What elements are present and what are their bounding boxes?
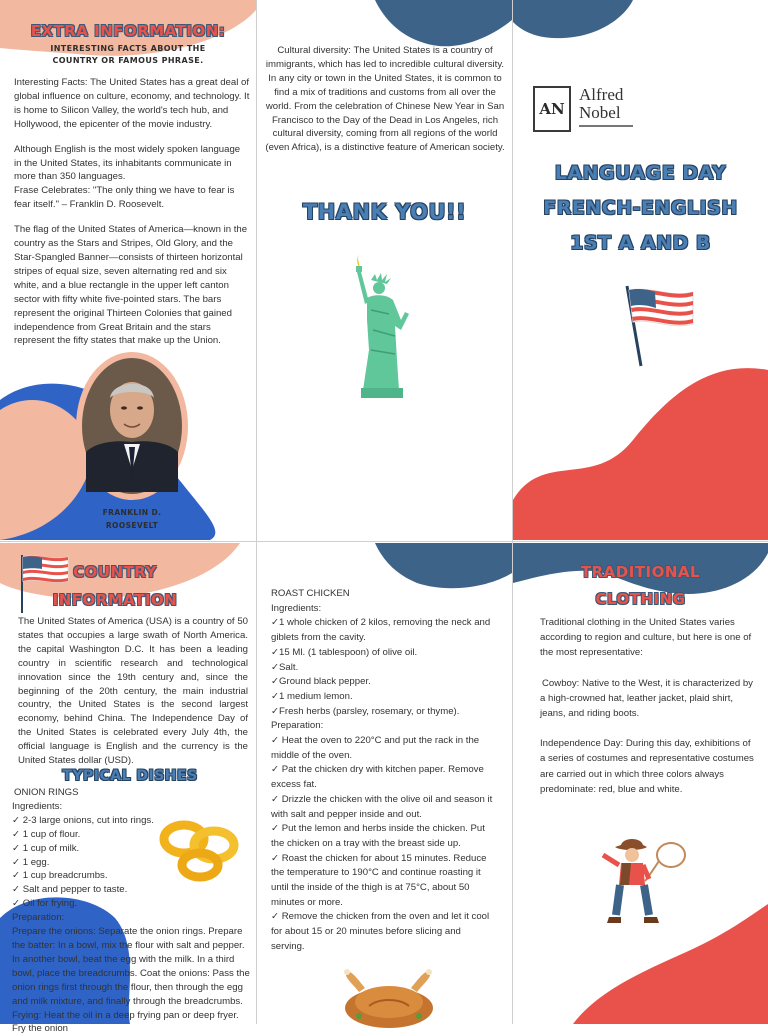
extra-info-subtitle-2: COUNTRY OR FAMOUS PHRASE. xyxy=(52,56,204,65)
logo-underline xyxy=(579,125,633,127)
interesting-facts-paragraph: Interesting Facts: The United States has a great deal of global influence on culture, economy, and technology. It is home to Silicon Valley, the world's tech hub, and Hollywood, the epicenter of the movie industry. xyxy=(14,77,250,130)
onion-rings-title: ONION RINGS xyxy=(14,787,79,798)
list-item: ✓ 1 cup of milk. xyxy=(12,842,80,854)
us-flag-icon xyxy=(621,284,697,368)
panel-bottom-right xyxy=(513,543,768,1024)
statue-of-liberty-icon xyxy=(349,250,415,400)
list-item: ✓ 1 cup breadcrumbs. xyxy=(12,870,108,882)
list-item: ✓ Put the lemon and herbs inside the chicken. Put the chicken on a tray with the breast side up. xyxy=(271,823,485,849)
language-day-title-3: 1ST A AND B xyxy=(570,232,711,254)
famous-phrase-paragraph: Frase Celebrates: "The only thing we have to fear is fear itself." – Franklin D. Roosevelt. xyxy=(14,185,235,211)
panel-top-left xyxy=(0,0,256,540)
flag-paragraph: The flag of the United States of America—known in the country as the Stars and Stripes, Old Glory, and the Star-Spangled Banner—consists of thirteen horizontal stripes of equal size, seven alternating red and six white, and a blue rectangle in the upper left canton sector with fifty white five-pointed stars. The bars represent the original Thirteen Colonies that gained independence from Great Britain and the stars represent the fifty states that make up the Union. xyxy=(14,224,248,347)
list-item: ✓Ground black pepper. xyxy=(271,676,371,688)
fold-line-2 xyxy=(512,0,513,1024)
list-item: ✓Fresh herbs (parsley, rosemary, or thyme). xyxy=(271,705,460,717)
logo-name-1: Alfred xyxy=(579,85,624,104)
list-item: ✓ Heat the oven to 220°C and put the rack in the middle of the oven. xyxy=(271,735,480,761)
traditional-clothing-title-2: CLOTHING xyxy=(595,590,686,608)
alfred-nobel-logo xyxy=(533,86,643,136)
onion-preparation-text: Prepare the onions: Separate the onion rings. Prepare the batter: In a bowl, mix the flour with salt and pepper. In another bowl, beat the egg with the milk. In a third bowl, place the breadcrumbs. Coat the onions: Pass the onion rings first through the flour, then through the egg and milk mixture, and finally through the breadcrumbs. Frying: Heat the oil in a deep frying pan or deep fryer. Fry the onion xyxy=(12,926,250,1035)
extra-info-body xyxy=(14,76,250,348)
list-item: ✓ Oil for frying. xyxy=(12,898,78,910)
extra-info-title: EXTRA INFORMATION: xyxy=(30,22,226,40)
independence-day-paragraph: Independence Day: During this day, exhibitions of a series of costumes and representative costumes are carried out in which three colors always predominate: red, blue and white. xyxy=(540,738,754,795)
traditional-clothing-title-1: TRADITIONAL xyxy=(580,563,701,581)
roast-chicken-recipe xyxy=(271,587,493,955)
chicken-preparation-label: Preparation: xyxy=(271,720,324,732)
list-item: ✓ 1 egg. xyxy=(12,856,50,868)
logo-mark-letters: AN xyxy=(539,100,565,118)
list-item: ✓1 medium lemon. xyxy=(271,690,353,702)
extra-info-subtitle-1: INTERESTING FACTS ABOUT THE xyxy=(50,44,206,53)
language-day-title-1: LANGUAGE DAY xyxy=(554,162,727,184)
cowboy-paragraph: Cowboy: Native to the West, it is characterized by a high-crowned hat, leather jacket, plaid shirt, jeans, and riding boots. xyxy=(540,677,753,720)
onion-rings-icon xyxy=(156,815,246,885)
list-item: ✓ Remove the chicken from the oven and let it cool for about 15 or 20 minutes before slicing and serving. xyxy=(271,911,490,952)
cultural-diversity-paragraph: Cultural diversity: The United States is a country of immigrants, which has led to incredible cultural diversity. In any city or town in the United States, it is common to find a mix of traditions and customs from all over the world. From the celebration of Chinese New Year in San Francisco to the Day of the Dead in Los Angeles, rich cultural diversity, coming from all regions of the world (even Africa), is a distinctive feature of American society. xyxy=(265,45,505,154)
onion-preparation-label: Preparation: xyxy=(12,912,65,924)
panel-bottom-left xyxy=(0,543,256,1035)
list-item: ✓1 whole chicken of 2 kilos, removing the neck and giblets from the cavity. xyxy=(271,617,491,644)
list-item: ✓15 Ml. (1 tablespoon) of olive oil. xyxy=(271,646,418,658)
list-item: ✓ 2-3 large onions, cut into rings. xyxy=(12,814,154,826)
list-item: ✓ 1 cup of flour. xyxy=(12,828,81,840)
thank-you-heading: THANK YOU!! xyxy=(302,200,467,224)
clothing-body xyxy=(540,615,756,797)
panel-top-middle xyxy=(257,0,512,540)
chicken-ingredients-label: Ingredients: xyxy=(271,602,322,614)
red-blob-bottom-right xyxy=(513,360,768,540)
page-separator xyxy=(0,541,768,542)
list-item: ✓ Roast the chicken for about 15 minutes. Reduce the temperature to 190°C and continue roasting it until the inside of the thigh is at 75°C, about 50 minutes or more. xyxy=(271,852,487,908)
list-item: ✓ Pat the chicken dry with kitchen paper. Remove excess fat. xyxy=(271,764,484,791)
language-day-title-2: FRENCH-ENGLISH xyxy=(543,197,738,219)
list-item: ✓Salt. xyxy=(271,661,299,673)
roosevelt-portrait xyxy=(76,352,188,500)
roast-chicken-icon xyxy=(339,968,439,1024)
list-item: ✓ Salt and pepper to taste. xyxy=(12,884,128,896)
roast-chicken-title: ROAST CHICKEN xyxy=(271,588,350,599)
onion-ingredients-label: Ingredients: xyxy=(12,800,63,812)
logo-mark xyxy=(533,86,571,132)
blue-blob-bottom-middle xyxy=(257,543,512,593)
languages-paragraph: Although English is the most widely spoken language in the United States, its inhabitants communicate in more than 350 languages. xyxy=(14,143,241,183)
portrait-caption-1: FRANKLIN D. xyxy=(102,508,162,517)
typical-dishes-title: TYPICAL DISHES xyxy=(62,768,198,784)
list-item: ✓ Drizzle the chicken with the olive oil and season it with salt and pepper inside and out. xyxy=(271,793,493,820)
country-info-title-2: INFORMATION xyxy=(52,591,178,609)
blue-blob-top-right xyxy=(513,0,768,60)
portrait-caption-2: ROOSEVELT xyxy=(105,521,159,530)
logo-name-2: Nobel xyxy=(579,103,621,122)
panel-bottom-middle xyxy=(257,543,512,1024)
country-info-paragraph: The United States of America (USA) is a country of 50 states that occupies a large swath of North America. the capital Washington D.C. It has been a leading country in scientific research and technological innovation since the 19th century and, since the beginning of the 20th century, the main industrial country, the United States is the second largest economy, behind China. The Independence Day of the United States is celebrated every July 4th, the official language is English and the currency is the United States dollar (USD). xyxy=(18,616,248,767)
country-info-title-1: COUNTRY xyxy=(73,563,157,581)
panel-top-right xyxy=(513,0,768,540)
fold-line-1 xyxy=(256,0,257,1024)
clothing-intro-paragraph: Traditional clothing in the United States varies according to region and culture, but here is one of the most representative: xyxy=(540,617,752,659)
cowboy-icon xyxy=(589,835,689,931)
